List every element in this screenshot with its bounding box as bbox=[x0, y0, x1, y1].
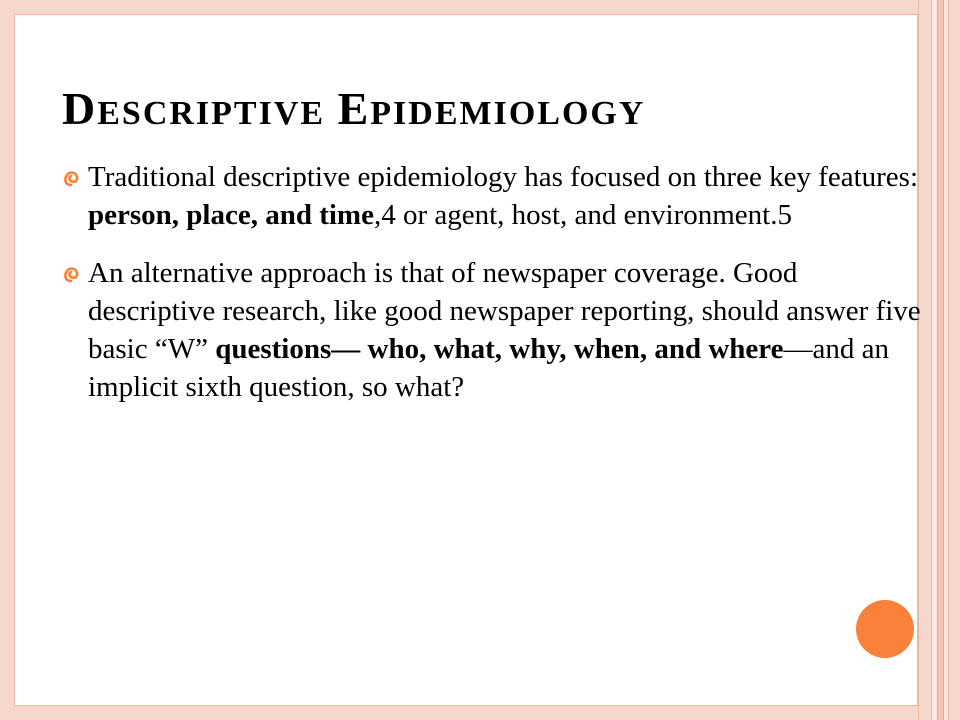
bullet-1-text-a: Traditional descriptive epidemiology has focused on three key features: bbox=[88, 161, 919, 193]
orange-circle-decoration bbox=[856, 600, 914, 658]
title-word1-initial: D bbox=[62, 83, 98, 134]
bullet-2-text-a: An alternative approach is that of newspaper coverage. Good descriptive research, like good newspaper reporting, should answer five basic “W” bbox=[88, 257, 921, 365]
orange-curl-bullet-icon bbox=[62, 265, 80, 283]
bullet-item bbox=[62, 158, 922, 234]
bullet-1-text-c: ,4 or agent, host, and environment.5 bbox=[373, 199, 792, 231]
slide-title bbox=[62, 82, 645, 135]
bullet-2-text-c: —and an implicit sixth question, so what? bbox=[88, 333, 890, 403]
title-word2-rest: PIDEMIOLOGY bbox=[370, 95, 646, 132]
right-stripe-3 bbox=[937, 0, 944, 720]
bullet-2-text-b: questions— who, what, why, when, and where bbox=[215, 333, 784, 365]
orange-curl-bullet-icon bbox=[62, 169, 80, 187]
right-stripe-5 bbox=[948, 0, 960, 720]
bullet-item bbox=[62, 254, 922, 406]
bullet-list bbox=[62, 158, 922, 426]
bullet-1-text-b: person, place, and time bbox=[88, 199, 374, 231]
title-word1-rest: ESCRIPTIVE bbox=[97, 95, 326, 132]
title-word2-initial: E bbox=[337, 83, 371, 134]
